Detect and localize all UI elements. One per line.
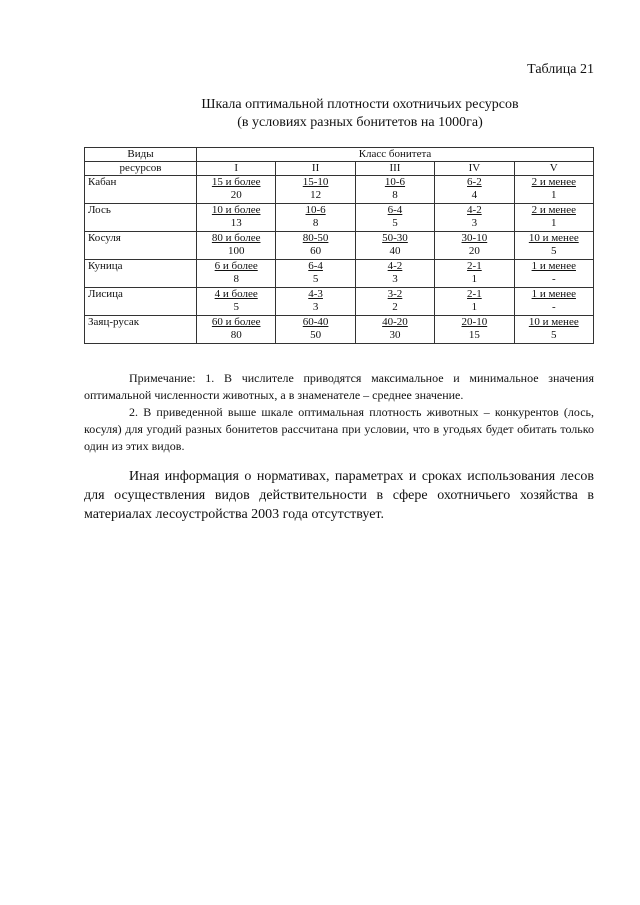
density-average: - — [551, 301, 556, 313]
density-range: 30-10 — [461, 232, 488, 244]
table-row — [85, 204, 594, 232]
density-average: 4 — [471, 189, 478, 201]
table-row — [85, 232, 594, 260]
density-average: 1 — [471, 273, 478, 285]
class-header: V — [514, 162, 593, 176]
species-name: Лисица — [85, 288, 197, 316]
density-cell — [435, 204, 514, 232]
density-average: 12 — [310, 189, 322, 201]
density-range: 50-30 — [382, 232, 408, 244]
density-range: 15-10 — [302, 176, 329, 188]
density-average: 50 — [310, 329, 322, 341]
species-name: Лось — [85, 204, 197, 232]
density-average: 5 — [551, 329, 557, 341]
species-name: Заяц-русак — [85, 316, 197, 344]
density-average: 20 — [468, 245, 480, 257]
class-header: II — [276, 162, 355, 176]
density-average: 3 — [471, 217, 478, 229]
note-paragraph-2: 2. В приведенной выше шкале оптимальная плотность животных – конкурентов (лось, косуля) для угодий разных бонитетов рассчитана при условии, что в угодьях будет обитать только один из этих видов. — [84, 405, 594, 453]
density-range: 10 и более — [211, 204, 261, 216]
density-average: 15 — [468, 329, 480, 341]
density-average: 8 — [392, 189, 398, 201]
density-cell — [514, 232, 593, 260]
density-cell — [435, 176, 514, 204]
density-cell — [197, 204, 276, 232]
density-average: 5 — [233, 301, 239, 313]
density-range: 10-6 — [384, 176, 406, 188]
density-average: 2 — [392, 301, 398, 313]
class-header: I — [197, 162, 276, 176]
density-cell — [514, 176, 593, 204]
density-range: 40-20 — [382, 316, 408, 328]
density-range: 15 и более — [211, 176, 261, 188]
table-row — [85, 316, 594, 344]
info-paragraph: Иная информация о нормативах, параметрах и сроках использования лесов для осуществления видов действительности в сфере охотничьего хозяйства в материалах лесоустройства 2003 года отсутствует. — [84, 469, 594, 522]
density-cell — [355, 288, 434, 316]
density-cell — [355, 204, 434, 232]
density-average: 5 — [312, 273, 319, 285]
header-species-line1: Виды — [85, 148, 197, 162]
table-row — [85, 288, 594, 316]
density-range: 4 и более — [214, 288, 258, 300]
density-cell — [355, 176, 434, 204]
density-cell — [514, 316, 593, 344]
note-block — [84, 370, 594, 455]
density-range: 60-40 — [302, 316, 329, 328]
density-range: 20-10 — [461, 316, 488, 328]
density-average: 30 — [389, 329, 401, 341]
table-body — [85, 176, 594, 344]
density-cell — [197, 260, 276, 288]
density-average: 40 — [389, 245, 401, 257]
density-range: 4-3 — [308, 288, 323, 300]
density-cell — [435, 260, 514, 288]
density-cell — [435, 232, 514, 260]
density-cell — [197, 176, 276, 204]
density-range: 60 и более — [211, 316, 261, 328]
density-range: 6 и более — [214, 260, 258, 272]
density-cell — [276, 288, 355, 316]
density-cell — [435, 288, 514, 316]
density-range: 10 и менее — [528, 316, 579, 328]
table-row — [85, 260, 594, 288]
density-cell — [197, 316, 276, 344]
density-range: 10 и менее — [528, 232, 579, 244]
density-range: 6-2 — [467, 176, 482, 188]
note-paragraph-1: Примечание: 1. В числителе приводятся максимальное и минимальное значения оптимальной численности животных, а в знаменателе – среднее значение. — [84, 371, 594, 402]
density-average: 8 — [312, 217, 319, 229]
density-average: 1 — [471, 301, 478, 313]
table-number: Таблица 21 — [527, 62, 594, 77]
density-range: 6-4 — [387, 204, 403, 216]
density-average: 1 — [551, 217, 557, 229]
table-title — [60, 96, 640, 132]
density-cell — [514, 288, 593, 316]
density-average: 13 — [230, 217, 242, 229]
density-range: 4-2 — [467, 204, 482, 216]
species-name: Куница — [85, 260, 197, 288]
title-line-2: (в условиях разных бонитетов на 1000га) — [237, 115, 483, 130]
header-class: Класс бонитета — [197, 148, 594, 162]
density-range: 80-50 — [302, 232, 329, 244]
density-cell — [514, 260, 593, 288]
class-header: IV — [435, 162, 514, 176]
density-range: 1 и менее — [531, 260, 576, 272]
header-species-line2: ресурсов — [85, 162, 197, 176]
density-cell — [355, 260, 434, 288]
density-average: 8 — [233, 273, 239, 285]
density-cell — [197, 232, 276, 260]
species-name: Кабан — [85, 176, 197, 204]
density-range: 2 и менее — [531, 176, 576, 188]
density-average: 1 — [551, 189, 557, 201]
density-average: 100 — [227, 245, 245, 257]
density-range: 2 и менее — [531, 204, 576, 216]
density-average: 20 — [230, 189, 242, 201]
density-range: 3-2 — [387, 288, 403, 300]
density-average: 5 — [551, 245, 557, 257]
density-range: 6-4 — [308, 260, 323, 272]
density-range: 10-6 — [305, 204, 326, 216]
density-range: 80 и более — [211, 232, 261, 244]
density-range: 2-1 — [467, 260, 482, 272]
density-cell — [355, 232, 434, 260]
density-cell — [276, 316, 355, 344]
density-cell — [276, 260, 355, 288]
density-range: 1 и менее — [531, 288, 576, 300]
density-average: 80 — [230, 329, 242, 341]
density-average: 3 — [312, 301, 319, 313]
density-cell — [514, 204, 593, 232]
density-table — [84, 147, 594, 344]
info-block — [84, 467, 594, 524]
table-row — [85, 176, 594, 204]
class-header: III — [355, 162, 434, 176]
density-range: 2-1 — [467, 288, 482, 300]
density-average: - — [551, 273, 556, 285]
density-cell — [197, 288, 276, 316]
density-cell — [355, 316, 434, 344]
density-average: 60 — [310, 245, 322, 257]
density-cell — [276, 204, 355, 232]
density-cell — [276, 232, 355, 260]
density-cell — [276, 176, 355, 204]
density-average: 5 — [392, 217, 398, 229]
title-line-1: Шкала оптимальной плотности охотничьих ресурсов — [201, 97, 519, 112]
species-name: Косуля — [85, 232, 197, 260]
density-cell — [435, 316, 514, 344]
density-average: 3 — [392, 273, 398, 285]
density-range: 4-2 — [387, 260, 403, 272]
